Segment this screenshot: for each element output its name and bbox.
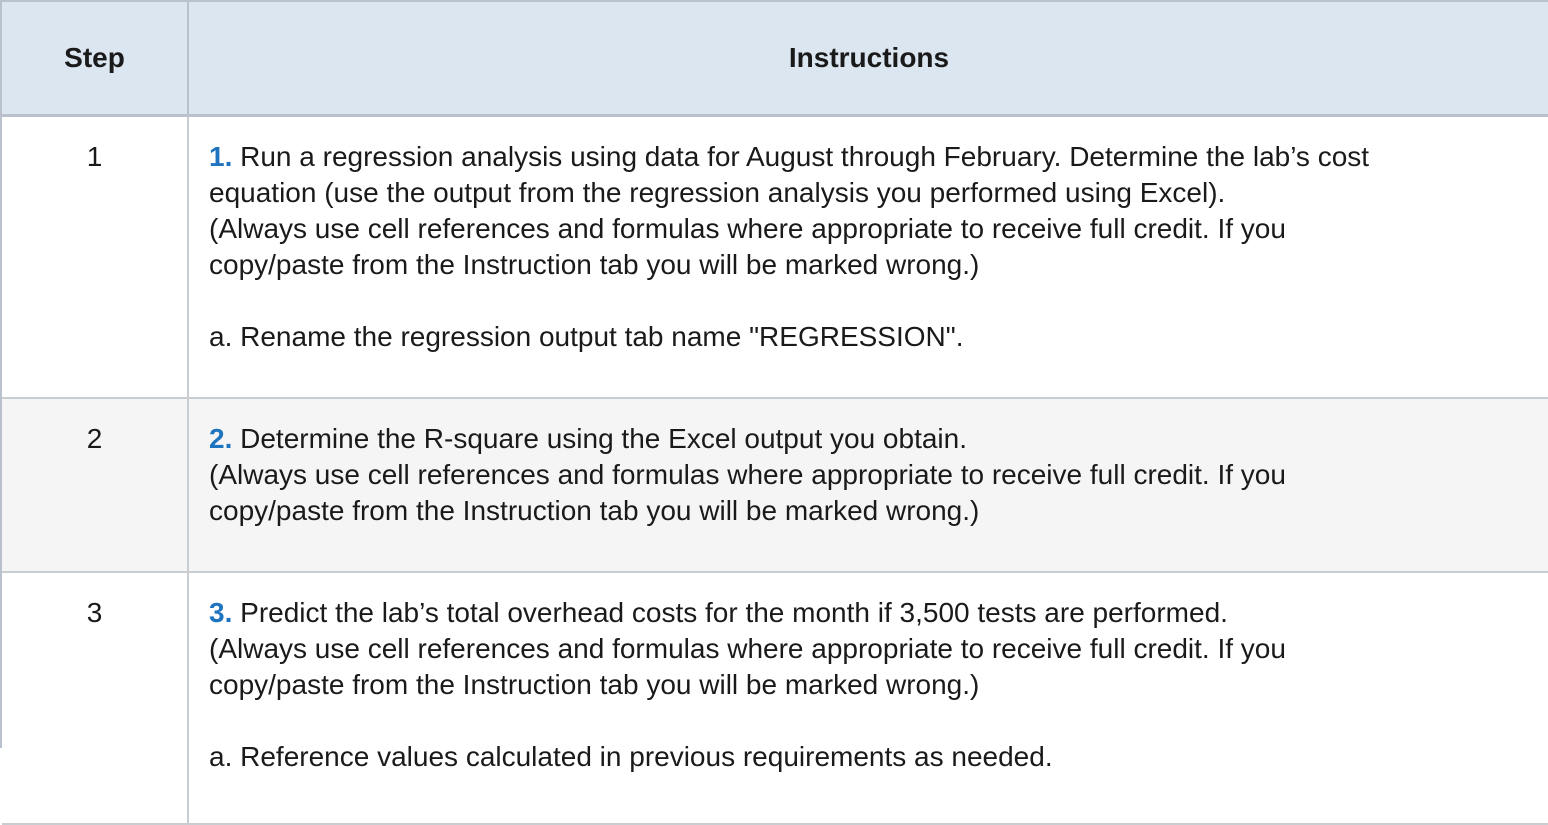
instruction-line: (Always use cell references and formulas where appropriate to receive full credit. If you xyxy=(209,213,1286,244)
instruction-line xyxy=(209,595,1539,631)
instruction-number: 1. xyxy=(209,141,233,172)
sub-instruction: a. Reference values calculated in previous requirements as needed. xyxy=(209,741,1053,772)
instruction-text: Predict the lab’s total overhead costs for the month if 3,500 tests are performed. xyxy=(232,597,1228,628)
instruction-line: (Always use cell references and formulas where appropriate to receive full credit. If you xyxy=(209,633,1286,664)
instruction-line: (Always use cell references and formulas where appropriate to receive full credit. If you xyxy=(209,459,1286,490)
line-gap xyxy=(209,703,1539,739)
step-number-cell: 3 xyxy=(2,572,188,824)
instruction-cell xyxy=(188,116,1548,399)
instruction-line: copy/paste from the Instruction tab you will be marked wrong.) xyxy=(209,669,980,700)
line-gap xyxy=(209,283,1539,319)
instruction-line xyxy=(209,421,1539,457)
instruction-number: 2. xyxy=(209,423,233,454)
instruction-cell xyxy=(188,398,1548,572)
instruction-line: equation (use the output from the regression analysis you performed using Excel). xyxy=(209,177,1226,208)
instruction-text: Run a regression analysis using data for August through February. Determine the lab’s cost xyxy=(232,141,1370,172)
instructions-column-header: Instructions xyxy=(188,2,1548,116)
table-row xyxy=(2,398,1548,572)
instruction-line: copy/paste from the Instruction tab you will be marked wrong.) xyxy=(209,495,980,526)
table-row xyxy=(2,116,1548,399)
table-header-row xyxy=(2,2,1548,116)
step-number-cell: 1 xyxy=(2,116,188,399)
instruction-text: Determine the R-square using the Excel output you obtain. xyxy=(232,423,968,454)
sub-instruction: a. Rename the regression output tab name "REGRESSION". xyxy=(209,321,964,352)
step-number-cell: 2 xyxy=(2,398,188,572)
instruction-number: 3. xyxy=(209,597,233,628)
step-column-header: Step xyxy=(2,2,188,116)
instruction-cell xyxy=(188,572,1548,824)
instruction-line: copy/paste from the Instruction tab you will be marked wrong.) xyxy=(209,249,980,280)
table-row xyxy=(2,572,1548,824)
instructions-table xyxy=(2,2,1548,825)
instruction-line xyxy=(209,139,1539,175)
